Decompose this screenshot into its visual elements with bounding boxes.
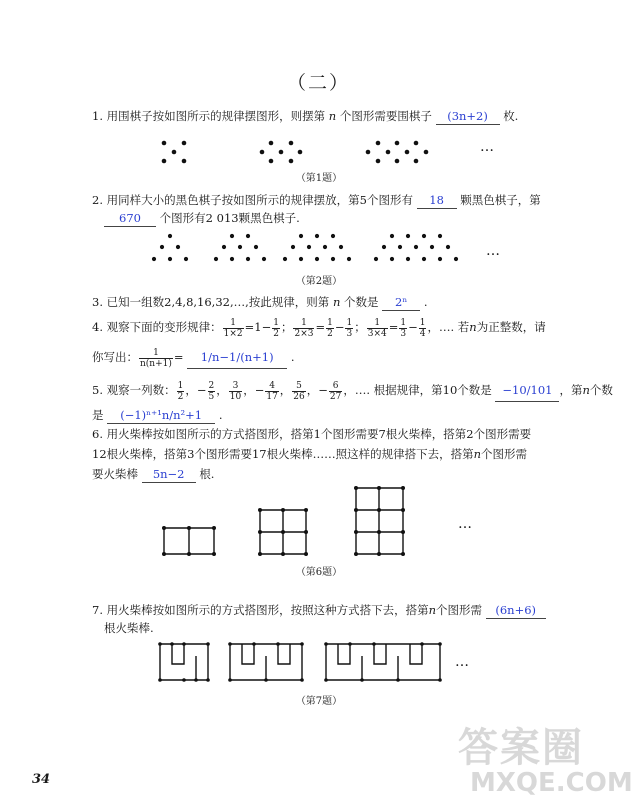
- q6-ellipsis: …: [458, 516, 472, 532]
- q4-end: .: [290, 350, 295, 364]
- q1-middle: 个图形需要围棋子: [339, 109, 432, 123]
- question-5-line2: [92, 407, 222, 424]
- q4-frac5-den: 3: [346, 328, 353, 339]
- q5-suffix: ，…. 根据规律，第10个数是: [343, 383, 492, 397]
- q6-figure: [0, 484, 637, 564]
- question-5-line1: [92, 379, 613, 402]
- q5-suffix3: 个数: [589, 383, 613, 397]
- q7-ellipsis: …: [455, 654, 469, 670]
- q4-var: n: [469, 320, 477, 334]
- q4-frac4: [326, 318, 334, 339]
- q4-suffix: ，…. 若: [427, 320, 470, 334]
- q5-frac6-num: 6: [329, 381, 342, 392]
- q5-suffix2: ，第: [559, 383, 583, 397]
- q4-frac7-num: 1: [400, 317, 407, 328]
- q4-frac2: [272, 318, 280, 339]
- q4-eq3: =: [388, 320, 399, 334]
- q6-line3-prefix: 要火柴棒: [92, 467, 138, 481]
- q2-line1-prefix: 2. 用同样大小的黑色棋子按如图所示的规律摆放，第5个图形有: [92, 193, 413, 207]
- q6-line3-suffix: 根.: [199, 467, 215, 481]
- q5-c2: ，: [216, 383, 228, 397]
- q7-line1-middle: 个图形需: [436, 603, 483, 617]
- q4-sep2: ；: [354, 320, 366, 334]
- q5-frac5-den: 26: [293, 391, 305, 402]
- q5-answer1: −10/101: [495, 379, 559, 402]
- q4-question-frac-den: n(n+1): [140, 358, 172, 369]
- question-1: [92, 108, 518, 125]
- question-3: [92, 294, 427, 311]
- question-4-line2: [92, 346, 295, 369]
- q6-caption: （第6题）: [295, 567, 343, 578]
- q1-prefix: 1. 用围棋子按如图所示的规律摆图形，则摆第: [92, 109, 326, 123]
- q3-middle: 个数是: [344, 295, 379, 309]
- q1-caption: （第1题）: [295, 173, 343, 184]
- q5-c5: ，−: [306, 383, 328, 397]
- q4-eq4: =: [173, 350, 184, 364]
- q5-prefix: 5. 观察一列数：: [92, 383, 176, 397]
- q4-frac3: [293, 318, 314, 339]
- q4-frac6: [367, 318, 388, 339]
- q5-c4: ，: [279, 383, 292, 397]
- watermark-logo: 答案圈: [458, 725, 584, 771]
- q6-line2-prefix: 12根火柴棒，搭第3个图形需要17根火柴棒……照这样的规律搭下去，搭第: [92, 447, 474, 461]
- q4-frac8: [419, 318, 427, 339]
- q2-answer2: 670: [104, 210, 156, 227]
- q5-frac2: [208, 381, 216, 402]
- page-number: 34: [32, 772, 51, 787]
- q5-frac6-den: 27: [329, 391, 342, 402]
- q5-c1: ，−: [185, 383, 207, 397]
- question-7-line2: 根火柴棒.: [104, 621, 154, 635]
- q4-eq2: =: [315, 320, 326, 334]
- q4-minus1: −: [334, 320, 345, 334]
- q5-line2-prefix: 是: [92, 408, 104, 422]
- q3-answer: 2ⁿ: [382, 294, 420, 311]
- q5-frac3: [229, 381, 242, 402]
- question-6-line3: [92, 466, 214, 483]
- q5-frac3-num: 3: [229, 381, 242, 392]
- q5-frac2-num: 2: [208, 380, 215, 391]
- q5-answer2: (−1)ⁿ⁺¹n/n²+1: [107, 407, 215, 424]
- q5-frac1: [177, 381, 185, 402]
- q2-answer1: 18: [417, 192, 457, 209]
- q4-frac3-den: 2×3: [294, 328, 314, 339]
- q2-line2-suffix: 个图形有2 013颗黑色棋子.: [159, 211, 300, 225]
- q2-figure: [0, 230, 637, 270]
- q3-prefix: 3. 已知一组数2,4,8,16,32,…,按此规律，则第: [92, 295, 330, 309]
- q7-var: n: [428, 603, 437, 617]
- q5-frac3-den: 10: [229, 391, 242, 402]
- q5-frac1-num: 1: [177, 380, 184, 391]
- q5-frac5: [292, 381, 305, 402]
- q7-answer: (6n+6): [486, 602, 546, 619]
- q7-figure: [0, 640, 637, 690]
- q4-frac4-num: 1: [327, 317, 333, 328]
- question-2-line2: [104, 210, 300, 227]
- q4-frac1-num: 1: [223, 318, 244, 329]
- q4-question-frac: [139, 348, 173, 369]
- q7-caption: （第7题）: [295, 696, 343, 707]
- q3-suffix: .: [423, 295, 428, 309]
- q6-line2-suffix: 个图形需: [481, 447, 528, 461]
- q4-frac7-den: 3: [400, 328, 407, 339]
- q4-suffix2: 为正整数，请: [476, 320, 546, 334]
- q4-frac2-den: 2: [273, 328, 279, 339]
- q4-frac1: [223, 318, 244, 339]
- q4-line2-prefix: 你写出：: [92, 350, 138, 364]
- q5-var: n: [582, 383, 590, 397]
- q4-frac6-num: 1: [367, 318, 388, 329]
- q5-frac4-den: 17: [266, 391, 278, 402]
- watermark-url: MXQE.COM: [470, 768, 633, 798]
- q5-frac5-num: 5: [292, 381, 305, 392]
- q4-sep1: ；: [280, 320, 293, 334]
- q4-frac5: [345, 318, 353, 339]
- q5-frac2-den: 5: [208, 391, 215, 402]
- q2-ellipsis: …: [486, 243, 500, 259]
- q4-question-frac-num: 1: [139, 348, 173, 359]
- q4-answer: 1/n−1/(n+1): [187, 346, 287, 369]
- question-2-line1: [92, 192, 541, 209]
- q4-frac2-num: 1: [273, 317, 279, 328]
- q4-frac8-den: 4: [419, 328, 426, 339]
- q4-frac5-num: 1: [346, 317, 353, 328]
- q2-caption: （第2题）: [295, 276, 343, 287]
- q1-answer: (3n+2): [436, 108, 500, 125]
- q4-frac7: [399, 318, 407, 339]
- q4-prefix: 4. 观察下面的变形规律：: [92, 320, 222, 334]
- section-title: （二）: [286, 72, 350, 94]
- q5-end: .: [218, 408, 223, 422]
- q4-eq1: =1−: [244, 320, 272, 334]
- q2-line1-suffix: 颗黑色棋子，第: [460, 193, 541, 207]
- q4-frac8-num: 1: [419, 317, 426, 328]
- q1-ellipsis: …: [480, 139, 494, 155]
- q4-frac1-den: 1×2: [223, 328, 243, 339]
- q1-var: n: [328, 109, 337, 123]
- question-6-line1: 6. 用火柴棒按如图所示的方式搭图形，搭第1个图形需要7根火柴棒，搭第2个图形需要: [92, 427, 532, 441]
- q4-minus2: −: [408, 320, 418, 334]
- q3-var: n: [332, 295, 341, 309]
- q6-var: n: [473, 447, 482, 461]
- q6-answer: 5n−2: [142, 466, 196, 483]
- q5-frac6: [329, 381, 342, 402]
- q7-line1-prefix: 7. 用火柴棒按如图所示的方式搭图形，按照这种方式搭下去，搭第: [92, 603, 429, 617]
- q1-suffix: 枚.: [503, 109, 519, 123]
- q4-frac3-num: 1: [293, 318, 314, 329]
- q4-frac4-den: 2: [327, 328, 333, 339]
- q5-frac4: [265, 381, 278, 402]
- question-4-line1: [92, 316, 546, 339]
- q4-frac6-den: 3×4: [367, 328, 387, 339]
- question-6-line2: [92, 446, 527, 462]
- q5-frac1-den: 2: [177, 391, 184, 402]
- q5-frac4-num: 4: [265, 381, 278, 392]
- question-7-line1: [92, 602, 546, 619]
- q5-c3: ，−: [243, 383, 265, 397]
